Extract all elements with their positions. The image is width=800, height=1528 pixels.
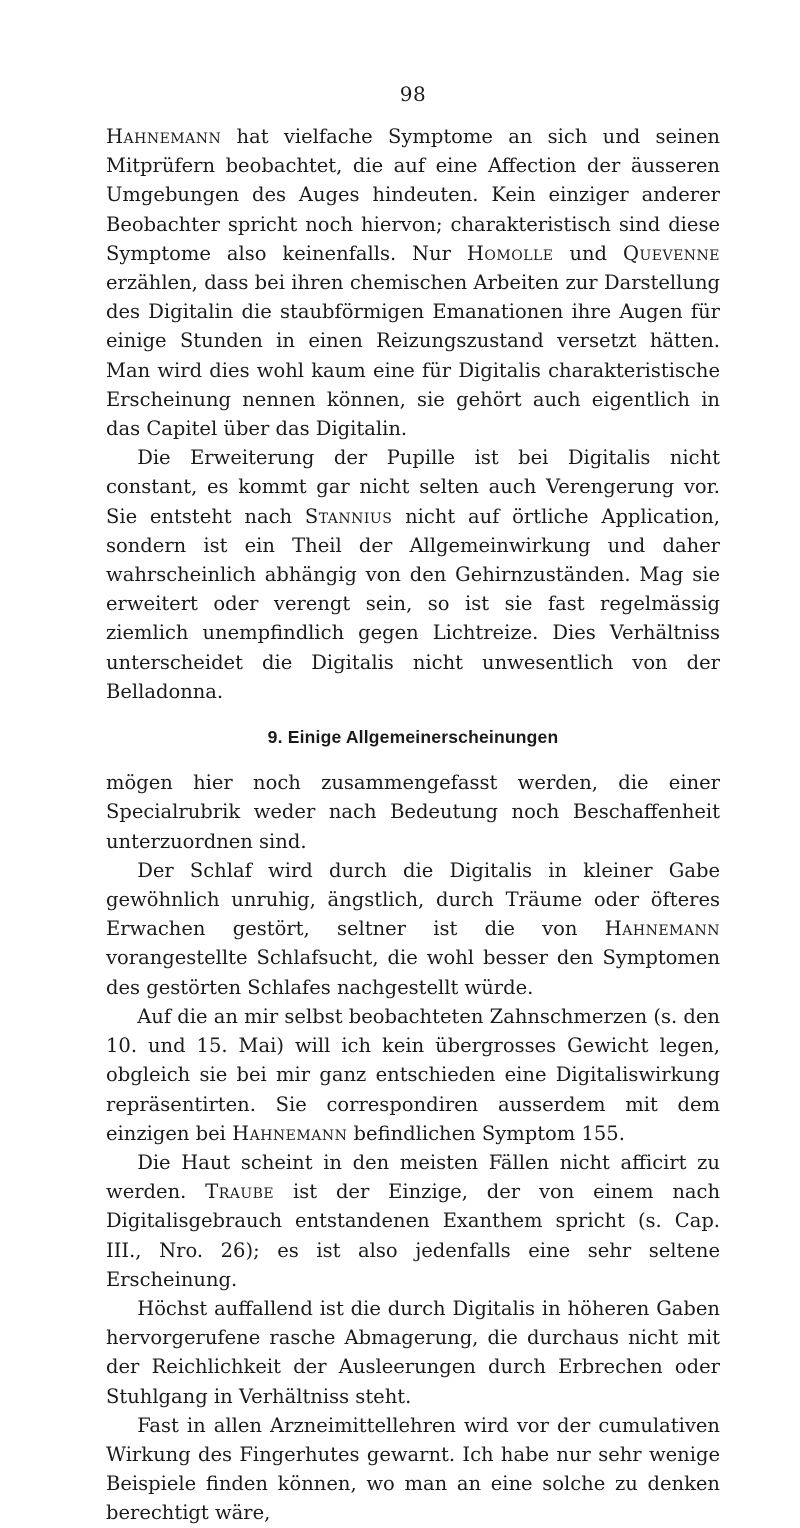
paragraph [106,856,720,1002]
paragraph [106,1002,720,1148]
paragraph [106,1411,720,1528]
paragraph [106,1294,720,1411]
text-run: Fast in allen Arzneimittellehren wird vor der cumulativen Wirkung des Fingerhutes gewarnt. Ich habe nur sehr wenige Beispiele finden können, wo man an eine solche zu denken berechtigt wäre, [106,1413,720,1525]
paragraph [106,443,720,706]
author-name: Traube [205,1180,275,1204]
text-run: Höchst auffallend ist die durch Digitalis in höheren Gaben hervorgerufene rasche Abmagerung, die durchaus nicht mit der Reichlichkeit der Ausleerungen durch Erbrechen oder Stuhlgang in Verhältniss steht. [106,1296,720,1408]
author-name: Stannius [304,504,393,528]
text-run: Der Schlaf wird durch die Digitalis in kleiner Gabe gewöhnlich unruhig, ängstlich, durch Träume oder öfteres Erwachen gestört, seltner ist die von [106,858,720,941]
text-run: mögen hier noch zusammengefasst werden, die einer Specialrubrik weder nach Bedeutung noch Beschaffenheit unterzuordnen sind. [106,771,720,853]
text-run: Die Haut scheint in den meisten Fällen nicht afficirt zu werden. [106,1150,720,1204]
paragraph [106,768,720,856]
author-name: Homolle [466,241,554,265]
paragraph [106,122,720,443]
author-name: Hahnemann [232,1121,348,1145]
text-run: und [553,241,623,265]
page-number: 98 [399,82,427,106]
paragraph [106,1148,720,1294]
body-text [106,122,720,1528]
text-run: vorangestellte Schlafsucht, die wohl besser den Symptomen des gestörten Schlafes nachgestellt würde. [106,946,720,999]
text-run: hat vielfache Symptome an sich und seinen Mitprüfern beobachtet, die auf eine Affection der äusseren Umgebungen des Auges hindeuten. Kein einziger anderer Beobachter spricht noch hiervon; charakteristisch sind diese Symptome also keinenfalls. Nur [106,125,720,265]
author-name: Quevenne [622,241,721,265]
text-run: Auf die an mir selbst beobachteten Zahnschmerzen (s. den 10. und 15. Mai) will ich kein übergrosses Gewicht legen, obgleich sie bei mir ganz entschieden eine Digitaliswirkung repräsentirten. Sie correspondiren ausserdem mit dem einzigen bei [106,1004,720,1145]
text-run: ist der Einzige, der von einem nach Digitalisgebrauch entstandenen Exanthem spricht (s. Cap. III., Nro. 26); es ist also jedenfalls eine sehr seltene Erscheinung. [106,1180,721,1291]
author-name: Hahnemann [604,917,720,941]
text-run: erzählen, dass bei ihren chemischen Arbeiten zur Darstellung des Digitalin die staubförmigen Emanationen ihre Augen für einige Stunden in einen Reizungszustand versetzt hätten. Man wird dies wohl kaum eine für Digitalis charakteristische Erscheinung nennen können, sie gehört auch eigentlich in das Capitel über das Digitalin. [106,271,720,441]
text-run: nicht auf örtliche Application, sondern ist ein Theil der Allgemeinwirkung und daher wahrscheinlich abhängig von den Gehirnzuständen. Mag sie erweitert oder verengt sein, so ist sie fast regelmässig ziemlich unempfindlich gegen Lichtreize. Dies Verhältniss unterscheidet die Digitalis nicht unwesentlich von der Belladonna. [106,504,720,703]
section-heading: 9. Einige Allgemeinerscheinungen [267,727,559,748]
text-run: befindlichen Symptom 155. [347,1121,625,1145]
author-name: Hahnemann [106,125,222,148]
text-run: Die Erweiterung der Pupille ist bei Digitalis nicht constant, es kommt gar nicht selten auch Verengerung vor. Sie entsteht nach [106,446,720,528]
